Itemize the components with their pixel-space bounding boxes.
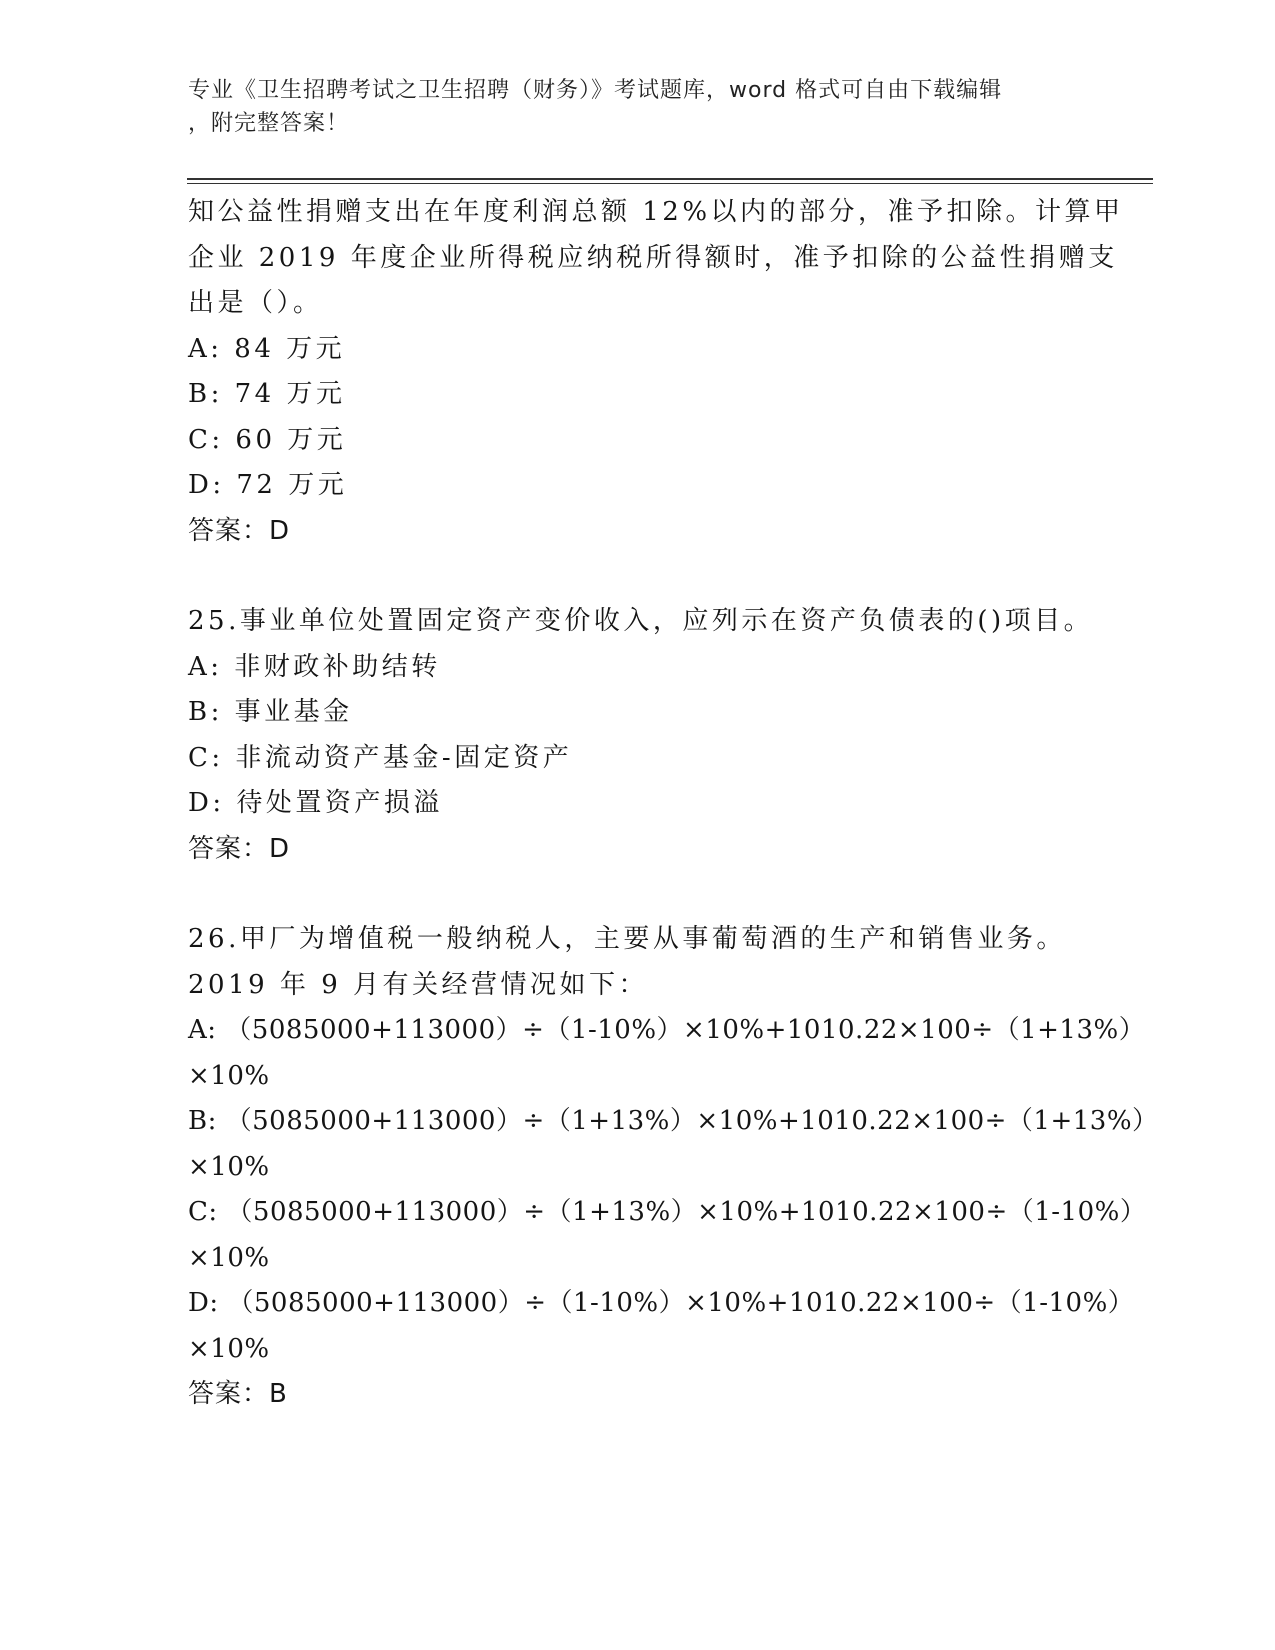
question-24-stem-line-3: 出是（）。 (188, 288, 323, 318)
question-25 (188, 599, 1094, 872)
question-25-answer: 答案：D (188, 833, 291, 864)
header-line-2: ，附完整答案！ (188, 111, 350, 136)
question-24-option-c: C: 60 万元 (188, 424, 347, 455)
question-25-stem: 25.事业单位处置固定资产变价收入，应列示在资产负债表的()项目。 (188, 606, 1094, 636)
question-24-option-a: A: 84 万元 (188, 333, 346, 364)
question-26-option-d-line-2: ×10% (188, 1333, 270, 1364)
question-25-option-d: D: 待处置资产损溢 (188, 788, 443, 818)
header-rule-thin (187, 183, 1153, 184)
question-24-stem-line-1: 知公益性捐赠支出在年度利润总额 12%以内的部分，准予扣除。计算甲 (188, 197, 1124, 227)
question-26-option-a-line-1: A: （5085000+113000）÷（1-10%）×10%+1010.22×100÷（1+13%） (188, 1015, 1146, 1045)
question-25-option-b: B: 事业基金 (188, 697, 353, 727)
question-24-option-d: D: 72 万元 (188, 470, 348, 500)
question-25-option-a: A: 非财政补助结转 (188, 651, 441, 682)
question-24-option-b: B: 74 万元 (188, 379, 346, 409)
question-26-option-c-line-1: C: （5085000+113000）÷（1+13%）×10%+1010.22×100÷（1-10%） (188, 1197, 1147, 1227)
question-26-stem-line-2: 2019 年 9 月有关经营情况如下： (188, 969, 649, 1000)
question-25-option-c: C: 非流动资产基金-固定资产 (188, 742, 573, 773)
question-26-option-c-line-2: ×10% (188, 1242, 270, 1273)
document-body (188, 190, 1159, 1418)
question-24-stem-line-2: 企业 2019 年度企业所得税应纳税所得额时，准予扣除的公益性捐赠支 (188, 242, 1118, 273)
question-26-option-a-line-2: ×10% (188, 1060, 270, 1091)
question-spacer (188, 554, 1088, 599)
header-rule-thick (187, 178, 1153, 180)
document-header (188, 74, 1088, 140)
question-26-answer: 答案：B (188, 1379, 288, 1409)
header-line-1: 专业《卫生招聘考试之卫生招聘（财务）》考试题库，word 格式可自由下载编辑 (188, 78, 1003, 103)
question-24 (188, 190, 1124, 554)
question-spacer (188, 872, 1088, 917)
question-26-option-b-line-1: B: （5085000+113000）÷（1+13%）×10%+1010.22×100÷（1+13%） (188, 1106, 1159, 1136)
question-26-option-d-line-1: D: （5085000+113000）÷（1-10%）×10%+1010.22×100÷（1-10%） (188, 1288, 1135, 1318)
question-26-option-b-line-2: ×10% (188, 1151, 270, 1182)
question-24-answer: 答案：D (188, 515, 291, 546)
question-26-stem-line-1: 26.甲厂为增值税一般纳税人，主要从事葡萄酒的生产和销售业务。 (188, 924, 1066, 954)
question-26 (188, 917, 1159, 1418)
